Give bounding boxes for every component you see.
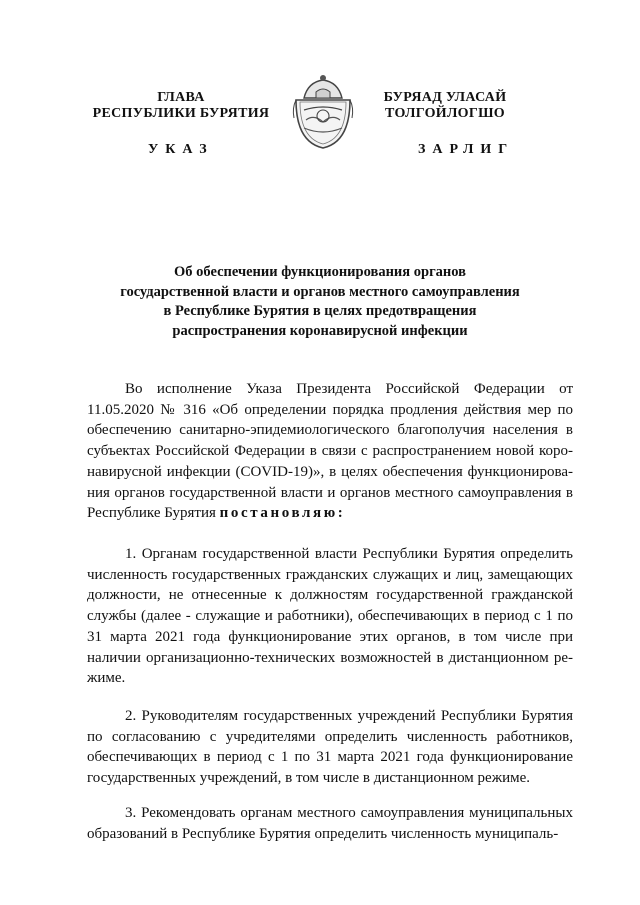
header-left [86, 90, 276, 122]
paragraph-1: 1. Органам государственной власти Республики Бурятия определить численность государственных гражданских служащих и лиц, замещающих должности, не отнесенные к должностям государственной гражданской службы (далее - служащие и работники), обеспечивающих в период с 1 по 31 марта 2021 года функционирование этих органов, в том числе при наличии организационно-технических возможностей в дистанционном режиме. [87, 546, 573, 687]
title-line-4: распространения коронавирусной инфекции [172, 322, 468, 339]
title-line-2: государственной власти и органов местного самоуправления [120, 283, 520, 300]
header-right-line1: БУРЯАД УЛАСАЙ [383, 90, 507, 105]
paragraph-3: 3. Рекомендовать органам местного самоуправления муниципальных образований в Республике Бурятия определить численность муниципаль- [87, 805, 573, 842]
header-left-line1: ГЛАВА [157, 90, 205, 105]
coat-of-arms-emblem-icon [290, 70, 356, 150]
title-line-3: в Республике Бурятия в целях предотвращения [163, 303, 477, 319]
preamble-text: Во исполнение Указа Президента Российской Федерации от 11.05.2020 № 316 «Об определении порядка продления действия мер по обеспечению санитарно-эпидемиологического благополучия населения в субъектах Российской Федерации в связи с распространением новой коронавирусной инфекции (COVID-19)», в целях обеспечения функционирования органов государственной власти и органов местного самоуправления в Республике Бурятия [87, 381, 573, 522]
paragraph-2: 2. Руководителям государственных учреждений Республики Бурятия по согласованию с учредителями определить численность работников, обеспечивающих в период с 1 по 31 марта 2021 года функционирование государственных учреждений, в том числе в дистанционном режиме. [87, 708, 573, 787]
header-left-line2: РЕСПУБЛИКИ БУРЯТИЯ [92, 106, 270, 121]
header-right [360, 90, 530, 122]
doc-type-ukaz: УКАЗ [148, 142, 214, 157]
title-line-1: Об обеспечении функционирования органов [174, 264, 466, 280]
doc-type-zarlig: ЗАРЛИГ [418, 142, 515, 157]
decree-word: постановляю: [219, 505, 346, 522]
document-title [90, 263, 550, 341]
preamble-paragraph [87, 379, 573, 524]
header-right-line2: ТОЛГОЙЛОГШО [385, 106, 505, 121]
